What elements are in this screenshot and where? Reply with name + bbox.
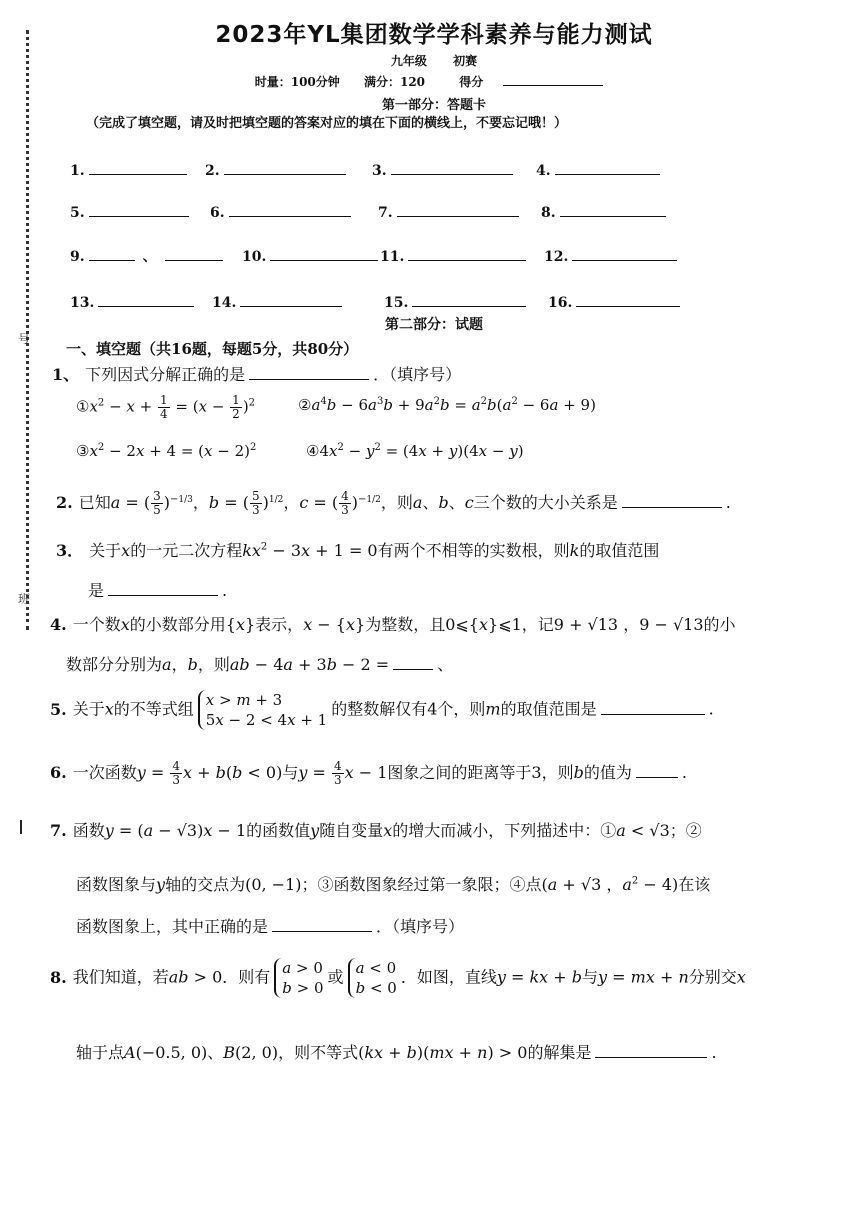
- question-6: 6. 一次函数y = $\frac{4}{3}$ x + b(b < 0)与y = $\frac{4}{3}$ x − 1图象之间的距离等于3，则b的值为 .: [50, 759, 687, 787]
- answer-row-1: [0, 160, 868, 182]
- q4-blank[interactable]: [393, 653, 433, 670]
- question-1: 1、 下列因式分解正确的是 ．（填序号）: [52, 365, 462, 384]
- answer-slot-4: 4.: [536, 160, 660, 179]
- part2-title: 第二部分：试题: [385, 317, 483, 333]
- answer-slot-15: 15.: [384, 292, 526, 311]
- time-label: 时量：100分钟: [254, 75, 340, 89]
- question-3-line-2: 是 .: [88, 581, 228, 600]
- answer-blank-15[interactable]: [412, 292, 526, 307]
- q1-option-3: $③x^2 - 2x + 4 = (x - 2)^2$: [76, 442, 257, 460]
- answer-blank-2[interactable]: [224, 160, 346, 175]
- answer-slot-8: 8.: [541, 202, 666, 221]
- question-8: 8. 我们知道，若ab > 0．则有 a > 0 b > 0 或 a < 0 b < 0 ．如图，直线y = kx + b与y = mx + n分别交x: [50, 959, 746, 997]
- answer-slot-16: 16.: [548, 292, 680, 311]
- q1-blank[interactable]: [249, 363, 369, 380]
- q3-blank[interactable]: [108, 579, 218, 596]
- answer-slot-5: 5.: [70, 202, 189, 221]
- q5-inequality-system: x > m + 3 5x − 2 < 4x + 1: [198, 690, 327, 730]
- answer-blank-16[interactable]: [576, 292, 680, 307]
- answer-slot-3: 3.: [372, 160, 513, 179]
- exam-title: 2023年YL集团数学学科素养与能力测试: [215, 22, 653, 48]
- answer-blank-12[interactable]: [572, 246, 677, 261]
- answer-slot-13: 13.: [70, 292, 194, 311]
- answer-blank-6[interactable]: [229, 202, 351, 217]
- answer-slot-1: 1.: [70, 160, 187, 179]
- q6-blank[interactable]: [636, 761, 678, 778]
- answer-blank-11[interactable]: [408, 246, 526, 261]
- answer-slot-2: 2.: [205, 160, 346, 179]
- q2-blank[interactable]: [622, 491, 722, 508]
- grade-label: 九年级: [390, 54, 427, 68]
- question-4-line-2: 数部分分别为a，b，则ab − 4a + 3b − 2 = 、: [66, 655, 454, 674]
- q8-blank[interactable]: [595, 1041, 707, 1058]
- exam-meta: [0, 73, 868, 90]
- answer-slot-9: 9. 、: [70, 246, 223, 266]
- margin-label-number: 号: [18, 332, 31, 346]
- round-label: 初赛: [453, 54, 478, 68]
- section-heading: 一、填空题（共16题，每题5分，共80分）: [66, 340, 359, 358]
- answer-row-3: [0, 246, 868, 268]
- question-2: 2. 已知a = ( $\frac{3}{5}$ )$^{-1/3}$，b = ( $\frac{5}{3}$ )$^{1/2}$，c = ( $\frac{4}{3}$ )$^{-1/2}$，则a、b、c三个数的大小关系是 .: [56, 489, 731, 517]
- q5-blank[interactable]: [601, 698, 705, 715]
- answer-slot-14: 14.: [212, 292, 342, 311]
- question-4: 4. 一个数x的小数部分用{x}表示，x − {x}为整数，且0⩽{x}⩽1，记9 + √13 ，9 − √13的小: [50, 615, 736, 634]
- answer-blank-10[interactable]: [270, 246, 378, 261]
- answer-blank-13[interactable]: [98, 292, 194, 307]
- answer-blank-14[interactable]: [240, 292, 342, 307]
- part1-notice: （完成了填空题，请及时把填空题的答案对应的填在下面的横线上，不要忘记哦！）: [86, 116, 568, 131]
- score-field: 得分: [449, 75, 613, 89]
- q1-option-4: $④4x^2 - y^2 = (4x + y)(4x - y)$: [306, 442, 524, 460]
- q8-system-negative: a < 0 b < 0: [348, 958, 397, 998]
- question-8-line-2: 轴于点A(−0.5, 0)、B(2, 0)，则不等式(kx + b)(mx + n) > 0的解集是 .: [76, 1043, 717, 1062]
- answer-blank-9b[interactable]: [165, 246, 223, 261]
- answer-blank-4[interactable]: [555, 160, 660, 175]
- answer-row-2: [0, 202, 868, 224]
- answer-slot-11: 11.: [380, 246, 526, 265]
- answer-slot-10: 10.: [242, 246, 378, 265]
- q7-blank[interactable]: [272, 915, 372, 932]
- score-blank[interactable]: [503, 73, 603, 86]
- margin-label-class: 班: [18, 592, 31, 606]
- answer-slot-6: 6.: [210, 202, 351, 221]
- margin-tick-mark: [20, 820, 22, 834]
- answer-blank-9a[interactable]: [89, 246, 135, 261]
- part1-title: 第一部分：答题卡: [381, 98, 486, 113]
- answer-row-4: [0, 292, 868, 314]
- exam-subtitle: [0, 52, 868, 69]
- question-7: 7. 函数y = (a − √3)x − 1的函数值y随自变量x的增大而减小，下列描述中：①a < √3；②: [50, 821, 702, 840]
- q1-option-2: $②a^4b - 6a^3b + 9a^2b = a^2b(a^2 - 6a + 9)$: [298, 396, 596, 414]
- question-3: 3． 关于x的一元二次方程$kx^2 - 3x + 1 = 0$有两个不相等的实数根，则k的取值范围: [56, 541, 660, 560]
- q1-option-1: $①x^2 - x$ + $\frac{1}{4}$ = (x − $\frac{1}{2}$ )$^2$: [76, 393, 256, 421]
- answer-blank-1[interactable]: [89, 160, 187, 175]
- answer-slot-7: 7.: [378, 202, 519, 221]
- answer-blank-3[interactable]: [391, 160, 513, 175]
- question-7-line-3: 函数图象上，其中正确的是 ．（填序号）: [76, 917, 465, 936]
- answer-slot-12: 12.: [544, 246, 677, 265]
- answer-blank-8[interactable]: [560, 202, 666, 217]
- question-5: 5. 关于x的不等式组 x > m + 3 5x − 2 < 4x + 1 的整数解仅有4个，则m的取值范围是 .: [50, 691, 714, 729]
- full-score-label: 满分：120: [363, 75, 426, 89]
- answer-blank-5[interactable]: [89, 202, 189, 217]
- question-7-line-2: 函数图象与y轴的交点为(0, −1)；③函数图象经过第一象限；④点(a + √3 ，$a^2 - 4$)在该: [76, 875, 711, 894]
- answer-blank-7[interactable]: [397, 202, 519, 217]
- q8-system-positive: a > 0 b > 0: [274, 958, 323, 998]
